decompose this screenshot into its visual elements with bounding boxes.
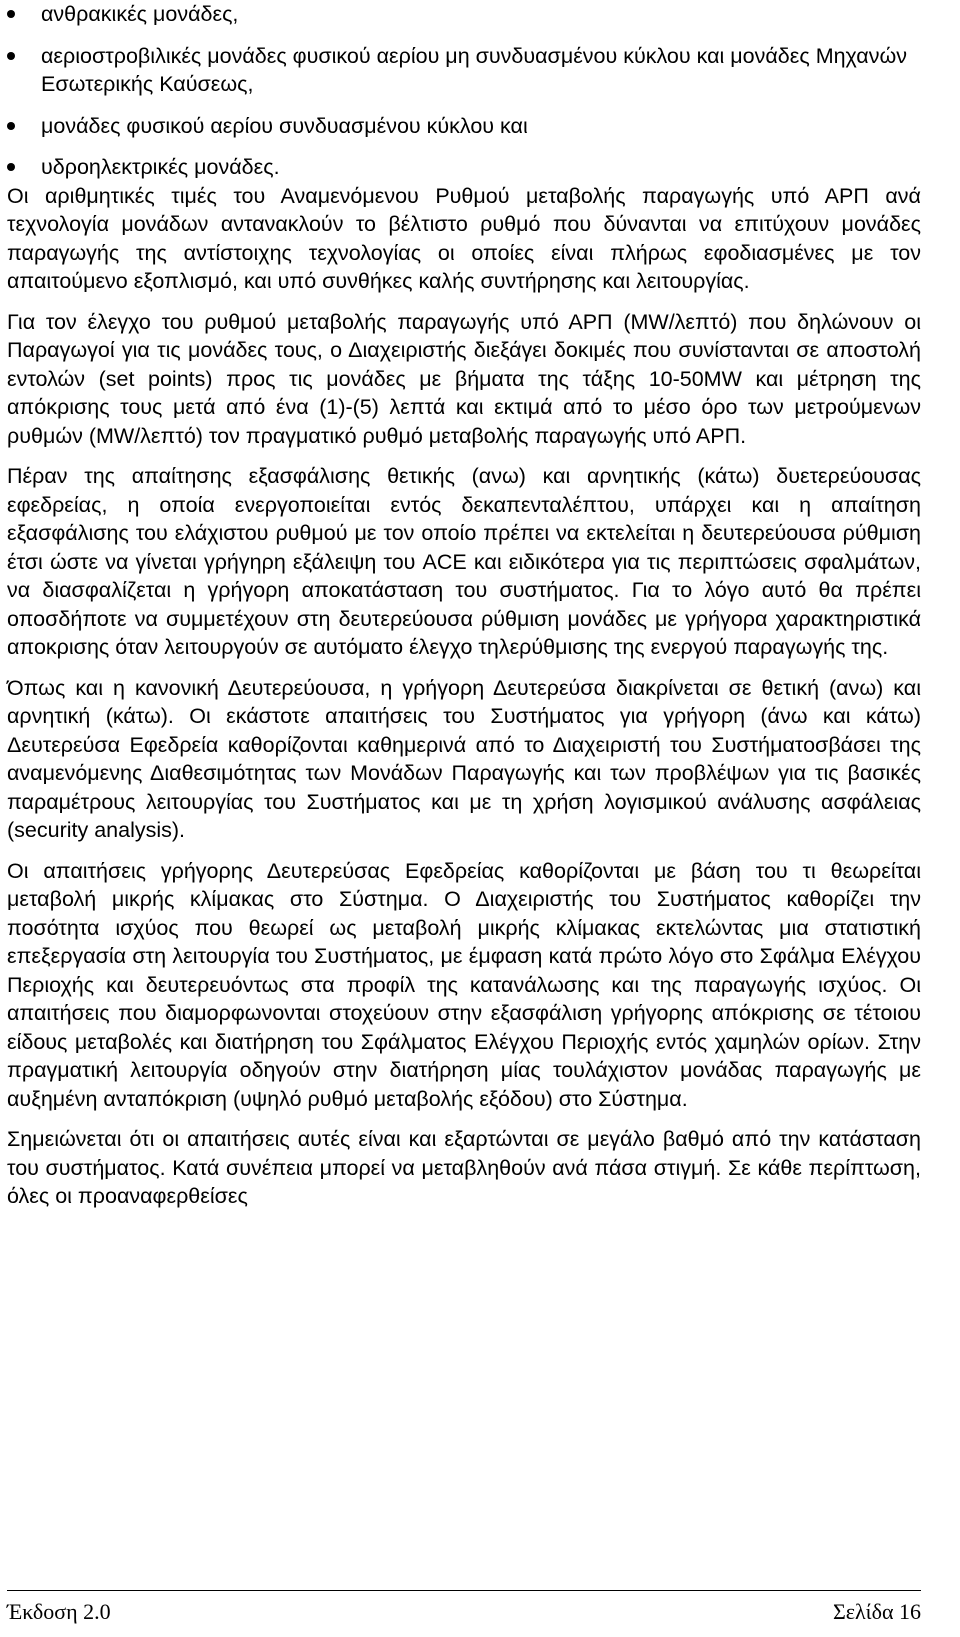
paragraph-ramp-rate-testing: Για τον έλεγχο του ρυθμού μεταβολής παραγωγής υπό ΑΡΠ (MW/λεπτό) που δηλώνουν οι Παραγωγοί για τις μονάδες τους, ο Διαχειριστής διεξάγει δοκιμές που συνίστανται σε αποστολή εντολών (set points) προς τις μονάδες με βήματα της τάξης 10-50MW και μέτρηση της απόκρισης τους μετά από ένα (1)-(5) λεπτά και εκτιμά από το μέσο όρο των μετρούμενων ρυθμών (MW/λεπτό) τον πραγματικό ρυθμό μεταβολής παραγωγής υπό ΑΡΠ.	[7, 309, 921, 448]
unit-type-list	[7, 0, 921, 182]
paragraph-secondary-reserve: Πέραν της απαίτησης εξασφάλισης θετικής (ανω) και αρνητικής (κάτω) δυετερεύουσας εφεδρείας, η οποία ενεργοποιείται εντός δεκαπενταλέπτου, υπάρχει και η απαίτηση εξασφάλισης του ελάχιστου ρυθμού με τον οποίο πρέπει να εκτελείται η δευτερεύουσα ρύθμιση έτσι ώστε να γίνεται γρήγηρη εξάλειψη του ACE και ειδικότερα για τις περιπτώσεις σφαλμάτων, να διασφαλίζεται η γρήγορη αποκατάσταση του συστήματος. Για το λόγο αυτό θα πρέπει οποσδήποτε να συμμετέχουν στη δευτερεύουσα ρύθμιση μονάδες με γρήγορα χαρακτηριστικά αποκρισης όταν λειτουργούν σε αυτόματο έλεγχο τηλερύθμισης της ενεργού παραγωγής της.	[7, 464, 921, 659]
version-label: Έκδοση 2.0	[7, 1599, 111, 1624]
list-item	[7, 0, 921, 29]
list-item	[7, 153, 921, 182]
page-number: Σελίδα 16	[832, 1599, 921, 1624]
list-item-text: υδροηλεκτρικές μονάδες.	[41, 155, 280, 179]
bullet-icon	[7, 52, 15, 60]
paragraph-expected-ramp-rate: Οι αριθμητικές τιμές του Αναμενόμενου Ρυθμού μεταβολής παραγωγής υπό ΑΡΠ ανά τεχνολογία μονάδων αντανακλούν το βέλτιστο ρυθμό που δύνανται να επιτύχουν μονάδες παραγωγής της αντίστοιχης τεχνολογίας οι οποίες είναι πλήρως εφοδιασμένες με τον απαιτούμενο εξοπλισμό, και υπό συνθήκες καλής συντήρησης και λειτουργίας.	[7, 183, 921, 293]
list-item	[7, 112, 921, 141]
list-item-text: ανθρακικές μονάδες,	[41, 2, 239, 26]
bullet-icon	[7, 10, 15, 18]
bullet-icon	[7, 122, 15, 130]
bullet-icon	[7, 163, 15, 171]
document-page	[7, 0, 921, 1223]
page-footer	[7, 1590, 921, 1625]
paragraph-fast-secondary-requirements: Οι απαιτήσεις γρήγορης Δευτερεύσας Εφεδρείας καθορίζονται με βάση του τι θεωρείται μεταβολή μικρής κλίμακας στο Σύστημα. Ο Διαχειριστής του Συστήματος καθορίζει την ποσότητα ισχύος που θεωρεί ως μεταβολή μικρής κλίμακας εκτελώντας μια στατιστική επεξεργασία στη λειτουργία του Συστήματος, με έμφαση κατά πρώτο λόγο στο Σφάλμα Ελέγχου Περιοχής και δευτερευόντως στα προφίλ της κατανάλωσης και της παραγωγής ισχύος. Οι απαιτήσεις που διαμορφωνονται στοχεύουν στην εξασφάλιση γρήγορης απόκρισης σε τέτοιου είδους μεταβολές και διατήρηση του Σφάλματος Ελέγχου Περιοχής εντός χαμηλών ορίων. Στην πραγματική λειτουργία οδηγούν στην διατήρηση μίας τουλάχιστον μονάδας παραγωγής με αυξημένη ανταπόκριση (υψηλό ρυθμό μεταβολής εξόδου) στο Σύστημα.	[7, 858, 921, 1111]
list-item-text: αεριοστροβιλικές μονάδες φυσικού αερίου μη συνδυασμένου κύκλου και μονάδες Μηχανών Εσωτερικής Καύσεως,	[41, 43, 907, 96]
paragraph-note: Σημειώνεται ότι οι απαιτήσεις αυτές είναι και εξαρτώνται σε μεγάλο βαθμό από την κατάσταση του συστήματος. Κατά συνέπεια μπορεί να μεταβληθούν ανά πάσα στιγμή. Σε κάθε περίπτωση, όλες οι προαναφερθείσες	[7, 1127, 921, 1208]
list-item	[7, 42, 921, 99]
list-item-text: μονάδες φυσικού αερίου συνδυασμένου κύκλου και	[41, 113, 528, 138]
paragraph-fast-secondary: Όπως και η κανονική Δευτερεύουσα, η γρήγορη Δευτερεύσα διακρίνεται σε θετική (ανω) και αρνητική (κάτω). Οι εκάστοτε απαιτήσεις του Συστήματος για γρήγορη (άνω και κάτω) Δευτερεύσα Εφεδρεία καθορίζονται καθημερινά από το Διαχειριστή του Συστήματοσβάσει της αναμενόμενης Διαθεσιμότητας των Μονάδων Παραγωγής και των προβλέψων για τις βασικές παραμέτρους λειτουργίας του Συστήματος και με τη χρήση λογισμικού ανάλυσης ασφάλειας (security analysis).	[7, 675, 921, 842]
